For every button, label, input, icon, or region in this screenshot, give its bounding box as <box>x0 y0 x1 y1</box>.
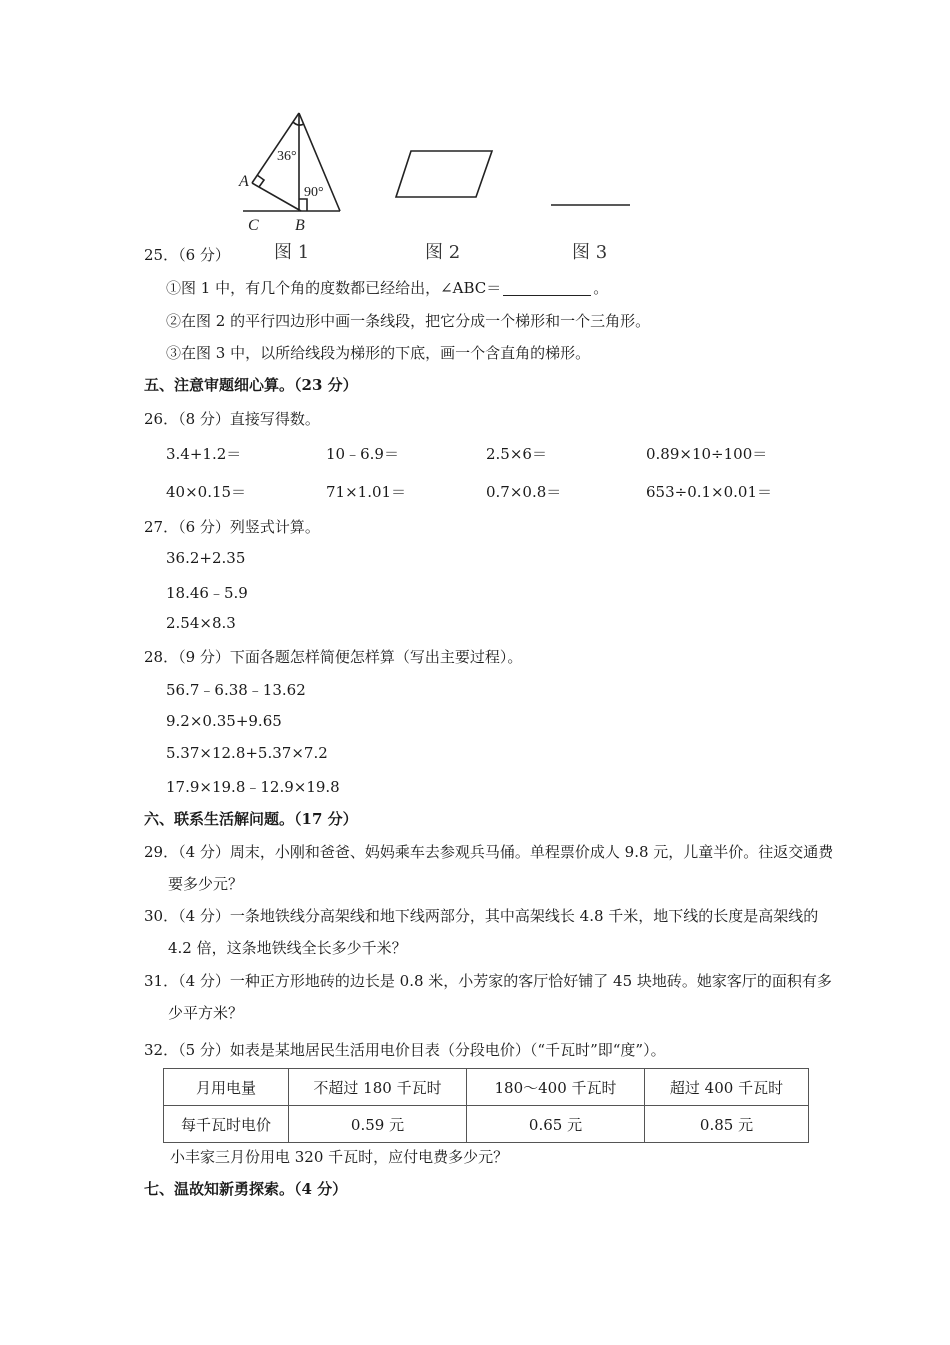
section-6-title: 六、联系生活解问题。（17 分） <box>144 810 358 828</box>
q26-r2-c1: 40×0.15＝ <box>166 483 247 501</box>
table-cell: 180～400 千瓦时 <box>467 1069 645 1106</box>
q29-text: 29．（4 分）周末，小刚和爸爸、妈妈乘车去参观兵马俑。单程票价成人 9.8 元，儿童半价。往返交通费要多少元？ <box>144 843 834 893</box>
table-cell: 0.59 元 <box>289 1106 467 1143</box>
q25-item1-end: 。 <box>593 279 609 297</box>
answer-blank[interactable] <box>503 280 591 296</box>
right-angle-mark-A <box>257 175 264 187</box>
caption-fig-3: 图 3 <box>572 242 608 263</box>
table-cell: 0.85 元 <box>645 1106 809 1143</box>
table-cell: 不超过 180 千瓦时 <box>289 1069 467 1106</box>
table-cell: 0.65 元 <box>467 1106 645 1143</box>
q32-question: 小丰家三月份用电 320 千瓦时，应付电费多少元？ <box>170 1148 509 1166</box>
caption-fig-1: 图 1 <box>274 242 310 263</box>
label-A: A <box>239 173 249 190</box>
q27-item-3: 2.54×8.3 <box>166 614 236 632</box>
q28-item-3: 5.37×12.8+5.37×7.2 <box>166 744 328 762</box>
section-5-title: 五、注意审题细心算。（23 分） <box>144 376 358 394</box>
figures-area <box>0 0 950 270</box>
q31-text: 31．（4 分）一种正方形地砖的边长是 0.8 米，小芳家的客厅恰好铺了 45 块地砖。她家客厅的面积有多少平方米？ <box>144 972 832 1022</box>
side-apex-A <box>252 113 299 183</box>
electricity-price-table <box>163 1068 809 1143</box>
figure-2-parallelogram <box>396 151 492 197</box>
q25-item1-text: ①图 1 中，有几个角的度数都已经给出，∠ABC＝ <box>166 279 502 297</box>
q28-item-2: 9.2×0.35+9.65 <box>166 712 282 730</box>
label-B: B <box>295 217 305 234</box>
angle-label-90: 90° <box>304 185 324 200</box>
table-header-row <box>164 1069 809 1106</box>
q26-r2-c4: 653÷0.1×0.01＝ <box>646 483 773 501</box>
q25-item1 <box>166 277 608 298</box>
q26-r1-c1: 3.4+1.2＝ <box>166 445 242 463</box>
q27-head: 27．（6 分）列竖式计算。 <box>144 518 320 536</box>
q28-item-4: 17.9×19.8﹣12.9×19.8 <box>166 778 340 796</box>
geometry-figures <box>0 0 950 270</box>
q26-r2-c3: 0.7×0.8＝ <box>486 483 562 501</box>
label-C: C <box>248 217 259 234</box>
q26-r1-c2: 10﹣6.9＝ <box>326 445 399 463</box>
q25-head: 25．（6 分） <box>144 246 230 264</box>
section-7-title: 七、温故知新勇探索。（4 分） <box>144 1180 348 1198</box>
table-cell: 月用电量 <box>164 1069 289 1106</box>
table-cell: 每千瓦时电价 <box>164 1106 289 1143</box>
q26-r2-c2: 71×1.01＝ <box>326 483 407 501</box>
q28-item-1: 56.7﹣6.38﹣13.62 <box>166 681 306 699</box>
q27-item-2: 18.46﹣5.9 <box>166 584 248 602</box>
q32-head: 32．（5 分）如表是某地居民生活用电价目表（分段电价）（“千瓦时”即“度”）。 <box>144 1041 666 1059</box>
angle-label-36: 36° <box>277 149 297 164</box>
q26-r1-c4: 0.89×10÷100＝ <box>646 445 768 463</box>
caption-fig-2: 图 2 <box>425 242 461 263</box>
table-cell: 超过 400 千瓦时 <box>645 1069 809 1106</box>
q25-item2: ②在图 2 的平行四边形中画一条线段，把它分成一个梯形和一个三角形。 <box>166 312 651 330</box>
q25-item3: ③在图 3 中，以所给线段为梯形的下底，画一个含直角的梯形。 <box>166 344 591 362</box>
q26-r1-c3: 2.5×6＝ <box>486 445 547 463</box>
q30-text: 30．（4 分）一条地铁线分高架线和地下线两部分，其中高架线长 4.8 千米，地下线的长度是高架线的 4.2 倍，这条地铁线全长多少千米？ <box>144 907 819 957</box>
q26-head: 26．（8 分）直接写得数。 <box>144 410 320 428</box>
q27-item-1: 36.2+2.35 <box>166 549 246 567</box>
right-angle-mark-B <box>299 199 307 211</box>
q28-head: 28．（9 分）下面各题怎样简便怎样算（写出主要过程）。 <box>144 648 523 666</box>
table-row <box>164 1106 809 1143</box>
